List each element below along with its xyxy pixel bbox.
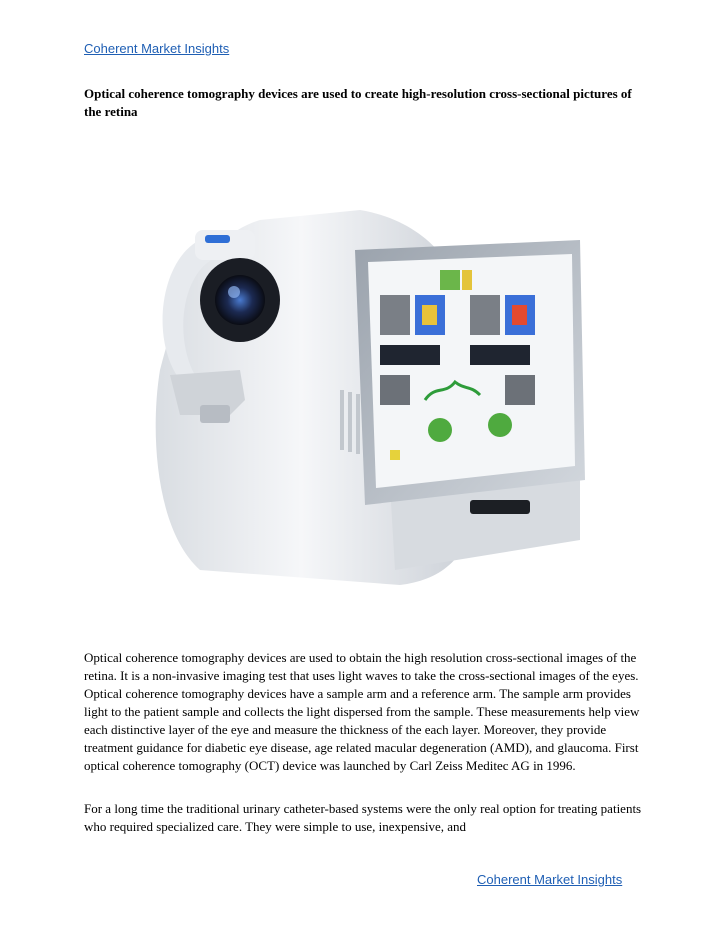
body-paragraph-1: Optical coherence tomography devices are used to obtain the high resolution cross-sectional images of the retina. It is a non-invasive imaging test that uses light waves to take the cross-sectional images of the eyes. Optical coherence tomography devices have a sample arm and a reference arm. The sample arm provides light to the patient sample and collects the light dispersed from the sample. These measurements help view each distinctive layer of the eye and measure the thickness of the each layer. Moreover, they provide treatment guidance for diabetic eye disease, age related macular degeneration (AMD), and glaucoma. First optical coherence tomography (OCT) device was launched by Carl Zeiss Meditec AG in 1996. — [84, 650, 640, 773]
header-source-link[interactable]: Coherent Market Insights — [84, 41, 230, 56]
oct-device-image — [140, 200, 590, 600]
footer-source-link[interactable]: Coherent Market Insights — [477, 872, 623, 887]
oct-device-illustration — [140, 200, 590, 600]
body-paragraph-2: For a long time the traditional urinary catheter-based systems were the only real option for treating patients who required specialized care. They were simple to use, inexpensive, and — [84, 801, 642, 834]
article-heading: Optical coherence tomography devices are used to create high-resolution cross-sectional pictures of the retina — [84, 86, 632, 119]
